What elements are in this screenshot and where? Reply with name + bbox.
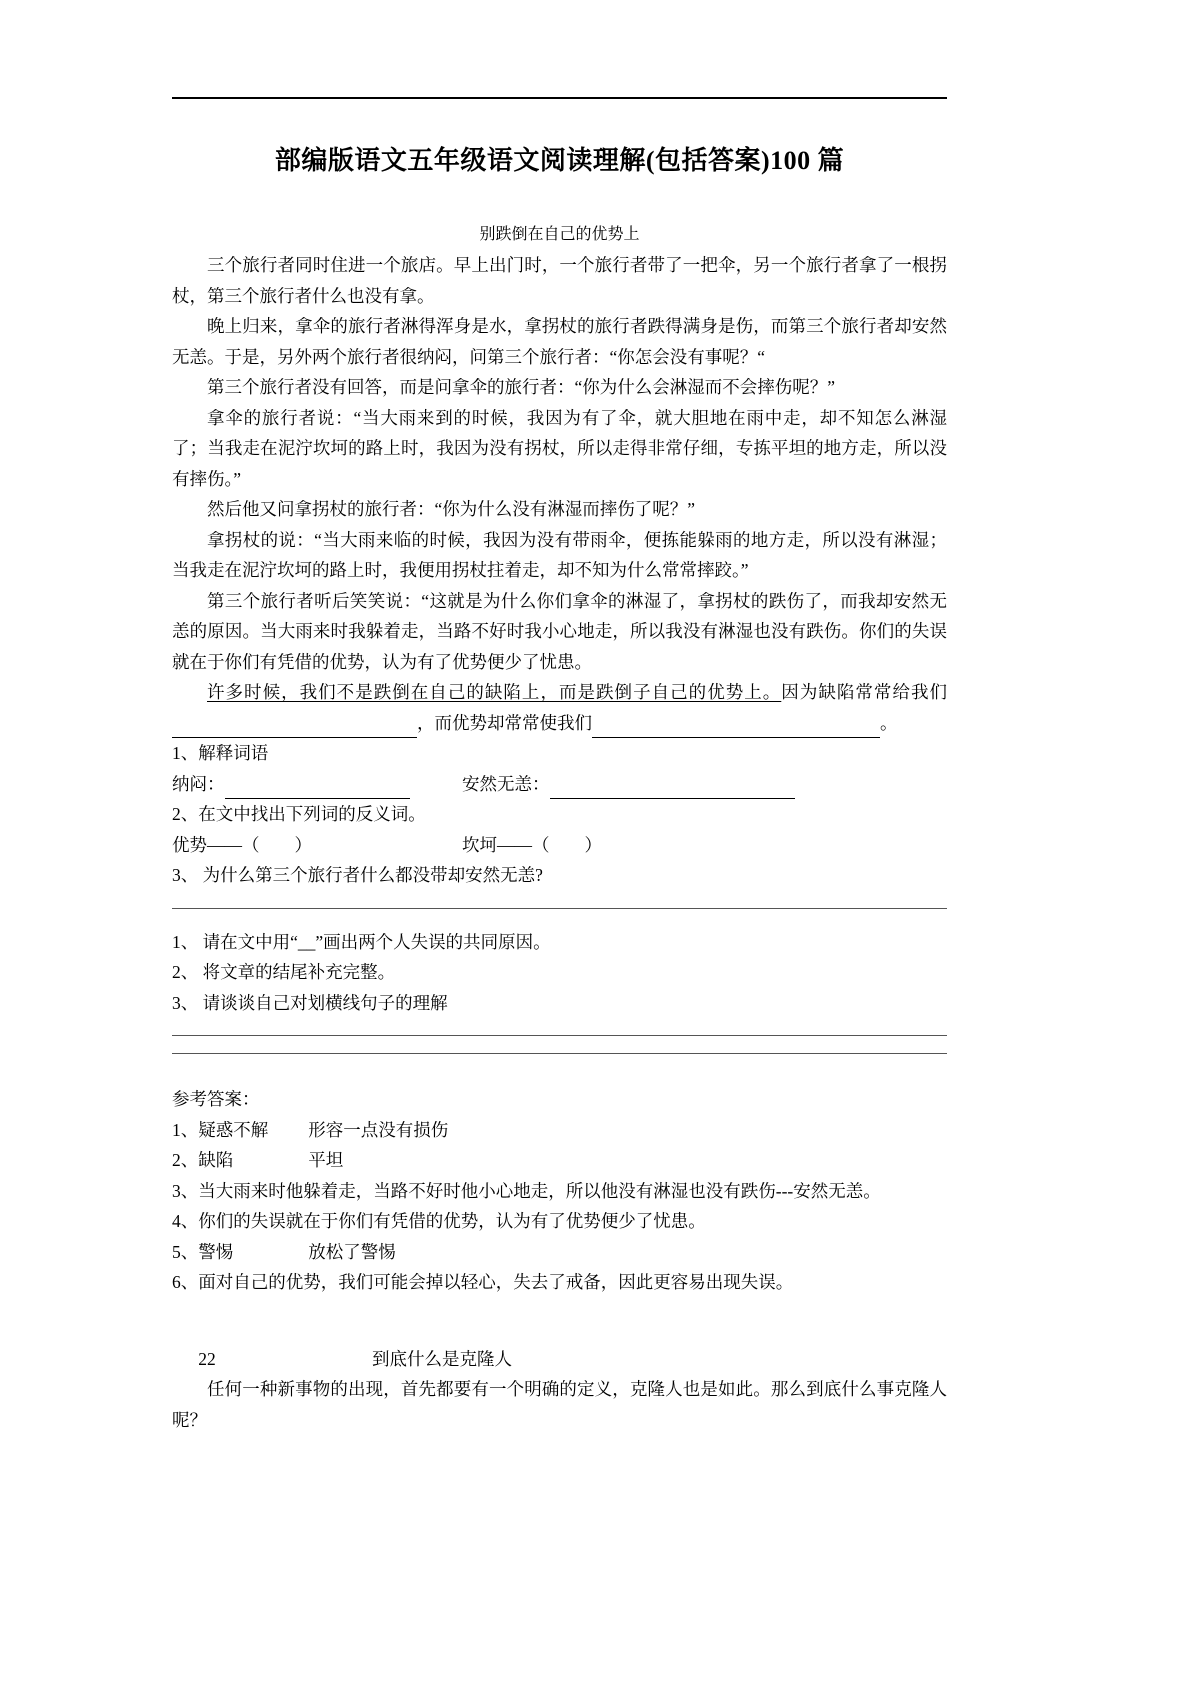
answer-5-num: 5、 [172, 1241, 199, 1262]
answer-3-num: 3、 [172, 1180, 199, 1201]
answer-key-heading: 参考答案： [172, 1089, 260, 1109]
answer-4-num: 4、 [172, 1211, 199, 1231]
answer-2-second: 平坦 [308, 1150, 344, 1170]
answer-3-first: 当大雨来时他躲着走，当路不好时他小心地走，所以他没有淋湿也没有跌伤---安然无恙。 [198, 1180, 881, 1201]
header-rule [172, 97, 947, 99]
answer-key-section [172, 1084, 947, 1298]
closing-text-3: 。 [880, 712, 898, 733]
answer-6-first: 面对自己的优势，我们可能会掉以轻心，失去了戒备，因此更容易出现失误。 [198, 1272, 794, 1292]
answer-5-first: 警惕 [198, 1241, 234, 1262]
closing-text-2: ，而优势却常常使我们 [417, 712, 592, 733]
next-article-paragraph: 任何一种新事物的出现，首先都要有一个明确的定义，克隆人也是如此。那么到底什么事克隆人呢？ [172, 1379, 947, 1430]
next-article-heading [172, 1344, 947, 1375]
q1-word1-wrap [172, 769, 462, 800]
question-b2: 2、 将文章的结尾补充完整。 [172, 962, 396, 982]
next-article-title: 到底什么是克隆人 [372, 1348, 512, 1369]
rule-gap-1 [172, 909, 947, 927]
q2-word1: 优势——（ ） [172, 834, 312, 855]
article-paragraph-2: 晚上归来，拿伞的旅行者淋得浑身是水，拿拐杖的旅行者跌得满身是伤，而第三个旅行者却安然无恙。于是，另外两个旅行者很纳闷，问第三个旅行者：“你怎会没有事呢？“ [172, 316, 947, 367]
q2-word2: 坎坷——（ ） [462, 834, 602, 855]
question-3-label: 3、 为什么第三个旅行者什么都没带却安然无恙? [172, 865, 543, 885]
page-title-container [172, 145, 947, 176]
question-2-label: 2、在文中找出下列词的反义词。 [172, 804, 426, 824]
page-title: 部编版语文五年级语文阅读理解(包括答案)100 篇 [274, 146, 845, 175]
next-article-gap [172, 1298, 947, 1344]
answer-1-first: 疑惑不解 [198, 1119, 269, 1140]
q1-word2-blank[interactable] [550, 778, 795, 799]
next-article-number: 22 [198, 1348, 216, 1369]
question-1-row [172, 769, 947, 800]
answer-6-num: 6、 [172, 1272, 199, 1292]
article-paragraph-4: 拿伞的旅行者说：“当大雨来到的时候，我因为有了伞，就大胆地在雨中走，却不知怎么淋湿了；当我走在泥泞坎坷的路上时，我因为没有拐杖，所以走得非常仔细，专拣平坦的地方走，所以没有摔伤。” [172, 407, 947, 489]
answer-item-2 [172, 1145, 947, 1176]
question-b1: 1、 请在文中用“__”画出两个人失误的共同原因。 [172, 931, 551, 952]
question-1-label: 1、解释词语 [172, 743, 269, 763]
answers-gap [172, 1054, 947, 1084]
article-paragraph-8 [172, 677, 947, 738]
article-paragraph-5: 然后他又问拿拐杖的旅行者：“你为什么没有淋湿而摔伤了呢？” [207, 499, 696, 519]
closing-text-1: 因为缺陷常常给我们 [781, 682, 948, 702]
answer-item-6 [172, 1267, 947, 1298]
answer-line-2[interactable] [172, 1035, 947, 1036]
answer-2-first: 缺陷 [198, 1150, 234, 1170]
underlined-sentence: 许多时候，我们不是跌倒在自己的缺陷上，而是跌倒子自己的优势上。 [207, 682, 782, 702]
fill-blank-2[interactable] [592, 717, 880, 738]
q1-word1-blank[interactable] [225, 778, 410, 799]
article-paragraph-7: 第三个旅行者听后笑笑说：“这就是为什么你们拿伞的淋湿了，拿拐杖的跌伤了，而我却安然无恙的原因。当大雨来时我躲着走，当路不好时我小心地走，所以我没有淋湿也没有跌伤。你们的失误就在于你们有凭借的优势，认为有了优势便少了忧患。 [172, 590, 947, 672]
fill-blank-1[interactable] [172, 717, 417, 738]
answer-1-second: 形容一点没有损伤 [308, 1119, 449, 1140]
answer-item-5 [172, 1237, 947, 1268]
question-2-row [172, 830, 947, 861]
answer-4-first: 你们的失误就在于你们有凭借的优势，认为有了优势便少了忧患。 [198, 1211, 706, 1231]
q1-word2-label: 安然无恙： [462, 773, 550, 794]
question-b3: 3、 请谈谈自己对划横线句子的理解 [172, 992, 448, 1013]
article-paragraph-3: 第三个旅行者没有回答，而是问拿伞的旅行者：“你为什么会淋湿而不会摔伤呢？” [207, 377, 836, 397]
q1-word1-label: 纳闷： [172, 773, 225, 794]
article-paragraph-6: 拿拐杖的说：“当大雨来临的时候，我因为没有带雨伞，便拣能躲雨的地方走，所以没有淋湿；当我走在泥泞坎坷的路上时，我便用拐杖拄着走，却不知为什么常常摔跤。” [172, 529, 947, 580]
article-title: 别跌倒在自己的优势上 [479, 226, 640, 243]
answer-1-num: 1、 [172, 1119, 199, 1140]
article-paragraph-1: 三个旅行者同时住进一个旅店。早上出门时，一个旅行者带了一把伞，另一个旅行者拿了一根拐杖，第三个旅行者什么也没有拿。 [172, 255, 947, 306]
answer-item-4 [172, 1206, 947, 1237]
document-body [172, 222, 947, 1435]
answer-2-num: 2、 [172, 1150, 199, 1170]
answer-5-second: 放松了警惕 [308, 1241, 396, 1262]
answer-item-1 [172, 1115, 947, 1146]
answer-item-3 [172, 1176, 947, 1207]
